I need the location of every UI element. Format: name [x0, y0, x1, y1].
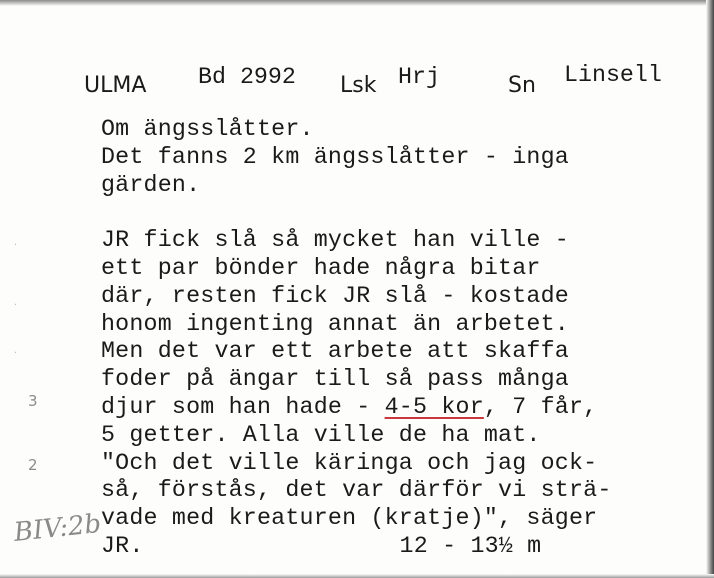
body-line: vade med kreaturen (kratje)", säger [101, 505, 598, 532]
archive-code: ULMA [84, 73, 147, 98]
body-line: Det fanns 2 km ängsslåtter - inga [101, 143, 569, 170]
landskap-label: Lsk [340, 73, 377, 98]
body-line [101, 394, 612, 422]
underlined-livestock-count: 4-5 kor [384, 393, 484, 420]
line-text: , 7 får, [483, 393, 598, 420]
landskap-value: Hrj [398, 64, 440, 90]
record-number: Bd 2992 [198, 64, 296, 90]
line-text: djur som han hade - [101, 393, 385, 420]
body-line: gärden. [101, 171, 201, 198]
body-line [101, 533, 612, 561]
page-reference: 12 - 13½ m [399, 532, 542, 559]
card-right-edge [706, 0, 714, 578]
body-line: JR fick slå så mycket han ville - [101, 227, 569, 254]
body-line: "Och det ville käringa och jag ock- [101, 449, 598, 476]
body-line: där, resten fick JR slå - kostade [101, 282, 569, 309]
margin-dot: · [14, 240, 18, 251]
body-line: ett par bönder hade några bitar [101, 254, 541, 281]
body-line: Men det var ett arbete att skaffa [101, 338, 569, 365]
handwritten-annotation: BIV:2b [12, 508, 103, 548]
body-line: foder på ängar till så pass många [101, 366, 569, 393]
line-text: JR. [101, 532, 144, 559]
body-line: så, förstås, det var därför vi strä- [101, 477, 612, 504]
paragraph-gap [101, 199, 612, 227]
margin-mark-3: 3 [28, 392, 38, 410]
margin-dot: · [14, 300, 18, 311]
card-body-text [101, 116, 612, 561]
socken-value: Linsell [564, 62, 662, 88]
body-line: Om ängsslåtter. [101, 116, 314, 142]
margin-mark-2: 2 [28, 456, 38, 474]
margin-dot: · [14, 348, 18, 359]
body-line: 5 getter. Alla ville de ha mat. [101, 421, 541, 448]
card-bottom-edge [0, 574, 714, 578]
body-line: honom ingenting annat än arbetet. [101, 310, 569, 337]
socken-label: Sn [508, 73, 536, 98]
card-top-edge [0, 0, 714, 6]
